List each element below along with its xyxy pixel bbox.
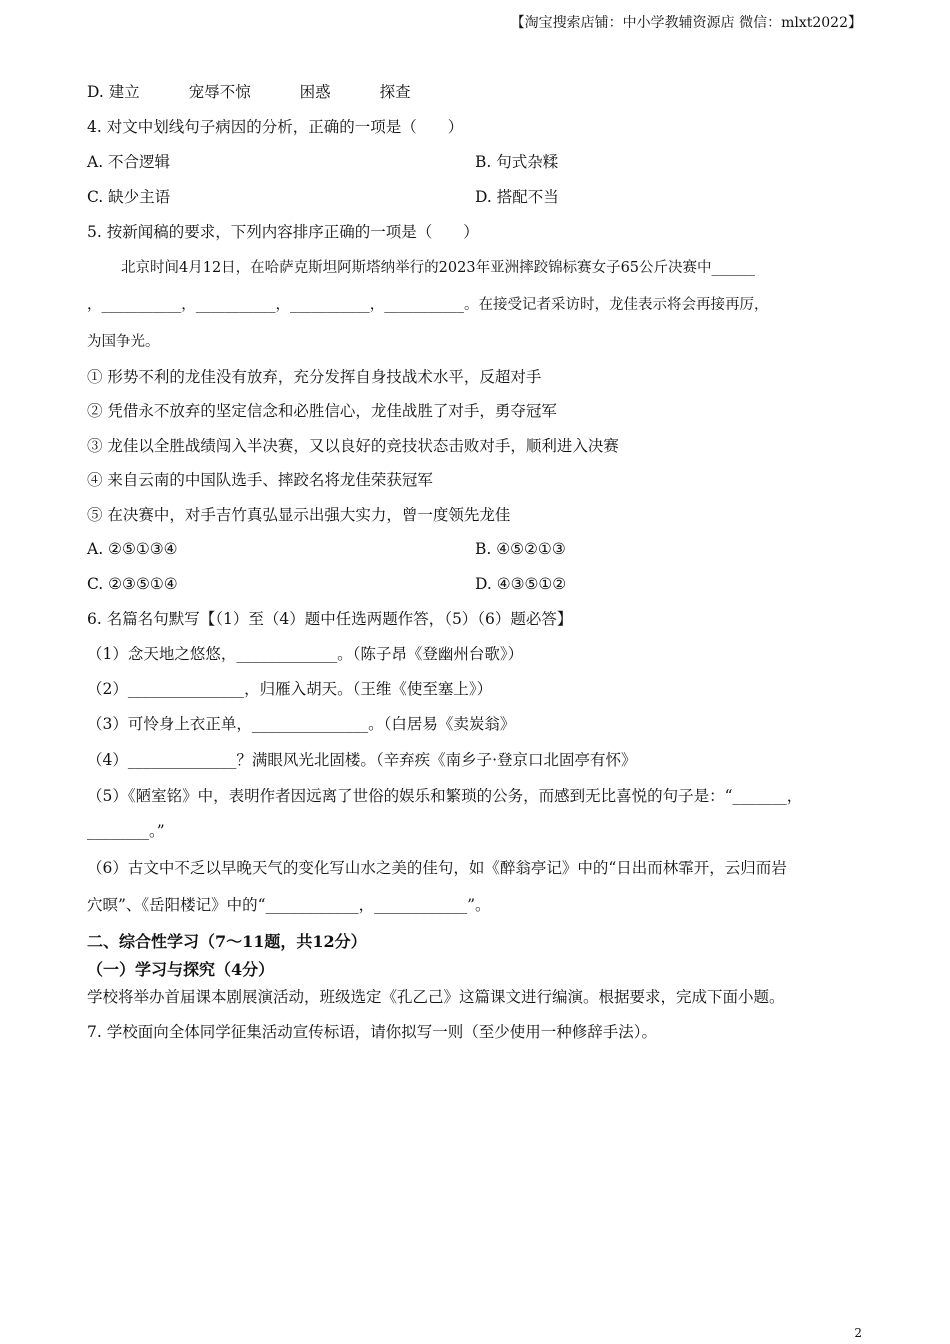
q6-sub6-line1: （6）古文中不乏以早晚天气的变化写山水之美的佳句，如《醉翁亭记》中的“日出而林霏开，云归而岩 (87, 859, 787, 877)
page-header: 【淘宝搜索店铺：中小学教辅资源店 微信：mlxt2022】 (510, 15, 862, 31)
subsection-title: （一）学习与探究（4分） (87, 960, 275, 979)
section-title: 二、综合性学习（7～11题，共12分） (87, 932, 367, 951)
q4-option-a: A. 不合逻辑 (87, 153, 171, 171)
q6-sub1: （1）念天地之悠悠，_____________。（陈子昂《登幽州台歌》） (87, 645, 524, 663)
q6-sub5-line2: ________。” (87, 822, 165, 840)
q7-stem: 7. 学校面向全体同学征集活动宣传标语，请你拟写一则（至少使用一种修辞手法）。 (87, 1023, 657, 1041)
q5-stem: 5. 按新闻稿的要求，下列内容排序正确的一项是（ ） (87, 223, 479, 241)
q4-stem: 4. 对文中划线句子病因的分析，正确的一项是（ ） (87, 118, 464, 136)
q5-item: ⑤ 在决赛中，对手吉竹真弘显示出强大实力，曾一度领先龙佳 (87, 506, 511, 524)
q5-paragraph-line3: 为国争光。 (87, 334, 160, 350)
page-number: 2 (854, 1326, 862, 1340)
q5-item: ④ 来自云南的中国队选手、摔跤名将龙佳荣获冠军 (87, 471, 433, 489)
q6-sub4: （4）______________？满眼风光北固楼。（辛弃疾《南乡子·登京口北固亭有怀》 (87, 751, 637, 769)
q6-sub3: （3）可怜身上衣正单，_______________。（白居易《卖炭翁》 (87, 715, 516, 733)
q5-paragraph-line2: ，___________，___________，___________，___________。在接受记者采访时，龙佳表示将会再接再厉， (87, 297, 769, 313)
q5-item: ② 凭借永不放弃的坚定信念和必胜信心，龙佳战胜了对手，勇夺冠军 (87, 402, 557, 420)
q5-option-c: C. ②③⑤①④ (87, 575, 178, 593)
q5-item: ① 形势不利的龙佳没有放弃，充分发挥自身技战术水平，反超对手 (87, 368, 542, 386)
q6-sub2: （2）_______________，归雁入胡天。（王维《使至塞上》） (87, 680, 493, 698)
q3-option-d: D. 建立 宠辱不惊 困惑 探查 (87, 83, 411, 101)
q4-option-d: D. 搭配不当 (475, 188, 559, 206)
q5-option-b: B. ④⑤②①③ (475, 540, 566, 558)
q6-sub6-line2: 穴暝”、《岳阳楼记》中的“____________，____________”。 (87, 896, 491, 914)
q5-option-a: A. ②⑤①③④ (87, 540, 178, 558)
section-intro: 学校将举办首届课本剧展演活动，班级选定《孔乙己》这篇课文进行编演。根据要求，完成下面小题。 (87, 988, 785, 1006)
q6-sub5-line1: （5）《陋室铭》中，表明作者因远离了世俗的娱乐和繁琐的公务，而感到无比喜悦的句子是：“_______， (87, 787, 803, 805)
q4-option-b: B. 句式杂糅 (475, 153, 559, 171)
q5-paragraph-line1: 北京时间4月12日，在哈萨克斯坦阿斯塔纳举行的2023年亚洲摔跤锦标赛女子65公斤决赛中______ (121, 260, 756, 276)
q6-stem: 6. 名篇名句默写【（1）至（4）题中任选两题作答，（5）（6）题必答】 (87, 610, 573, 628)
q4-option-c: C. 缺少主语 (87, 188, 171, 206)
q5-item: ③ 龙佳以全胜战绩闯入半决赛，又以良好的竞技状态击败对手，顺利进入决赛 (87, 437, 619, 455)
q5-option-d: D. ④③⑤①② (475, 575, 567, 593)
